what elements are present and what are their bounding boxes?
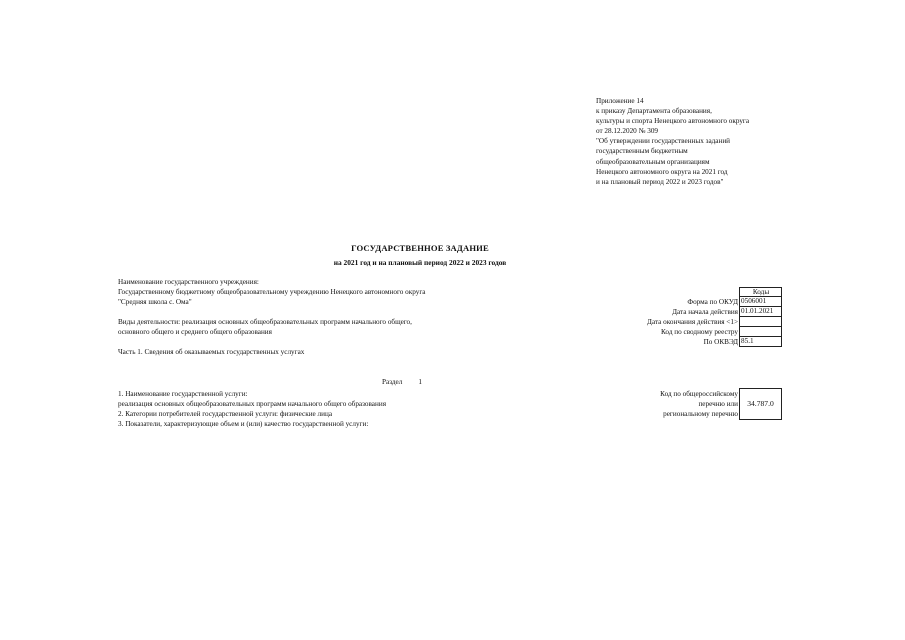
activity-line2: основного общего и среднего общего образования — [118, 328, 272, 336]
code-label-okved: По ОКВЭД — [703, 338, 738, 346]
code-label-okud: Форма по ОКУД — [687, 298, 738, 306]
code-label-end-date: Дата окончания действия <1> — [647, 318, 738, 326]
code-label-start-date: Дата начала действия — [672, 308, 738, 316]
registry-label-line1: Код по общероссийскому — [660, 390, 738, 398]
appendix-line: Ненецкого автономного округа на 2021 год — [596, 167, 728, 176]
appendix-line: государственным бюджетным — [596, 147, 688, 156]
service-indicators: 3. Показатели, характеризующие объем и (или) качество государственной услуги: — [118, 420, 369, 428]
codes-header: Коды — [739, 287, 782, 297]
section-label: Раздел — [382, 378, 403, 386]
part-heading: Часть 1. Сведения об оказываемых государственных услугах — [118, 348, 305, 356]
institution-label: Наименование государственного учреждения: — [118, 278, 259, 286]
registry-label-line2: перечню или — [698, 400, 738, 408]
code-value-start-date: 01.01.2021 — [739, 306, 782, 317]
appendix-line: Приложение 14 — [596, 97, 644, 105]
appendix-line: "Об утверждении государственных заданий — [596, 137, 731, 146]
service-name-value: реализация основных общеобразовательных программ начального общего образования — [118, 400, 386, 408]
document-subtitle: на 2021 год и на плановый период 2022 и 2023 годов — [333, 258, 507, 267]
activity-line1: Виды деятельности: реализация основных общеобразовательных программ начального общего, — [118, 318, 412, 326]
code-value-okved: 85.1 — [739, 336, 782, 347]
appendix-line: культуры и спорта Ненецкого автономного округа — [596, 117, 750, 126]
appendix-line: общеобразовательным организациям — [596, 157, 710, 166]
code-value-okud: 0506001 — [739, 296, 782, 307]
institution-name-line1: Государственному бюджетному общеобразовательному учреждению Ненецкого автономного округа — [118, 288, 426, 296]
institution-name-line2: "Средняя школа с. Ома" — [118, 298, 192, 306]
appendix-line: от 28.12.2020 № 309 — [596, 127, 659, 136]
service-category: 2. Категории потребителей государственной услуги: физические лица — [118, 410, 333, 418]
document-title: ГОСУДАРСТВЕННОЕ ЗАДАНИЕ — [351, 243, 489, 253]
appendix-line: к приказу Департамента образования, — [596, 107, 712, 116]
code-label-registry: Код по сводному реестру — [661, 328, 738, 336]
appendix-block — [596, 96, 749, 187]
section-number: 1 — [418, 378, 422, 386]
appendix-line: и на плановый период 2022 и 2023 годов" — [596, 177, 724, 186]
registry-code-box — [739, 388, 782, 420]
section-heading — [382, 379, 422, 386]
registry-label-line3: региональному перечню — [663, 410, 738, 418]
service-name-label: 1. Наименование государственной услуги: — [118, 390, 248, 398]
registry-code-value: 34.787.0 — [747, 399, 774, 409]
